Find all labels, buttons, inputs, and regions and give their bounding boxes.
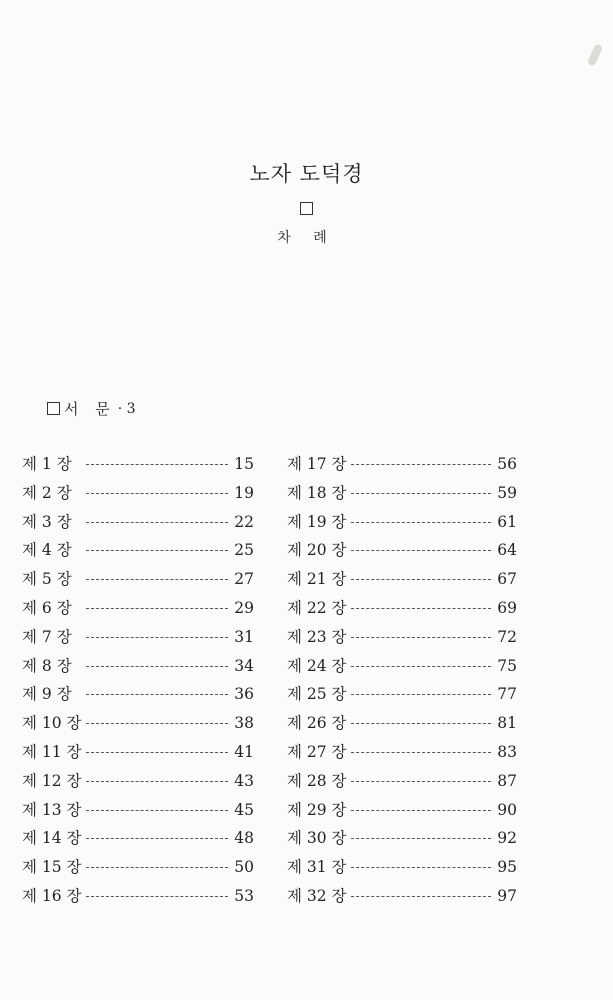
dot-leader bbox=[351, 550, 491, 551]
chapter-label: 제 4 장 bbox=[22, 541, 72, 560]
dot-leader bbox=[86, 810, 228, 811]
dot-leader bbox=[86, 637, 228, 638]
toc-entry bbox=[287, 682, 517, 711]
dot-leader bbox=[86, 867, 228, 868]
page-number: 27 bbox=[234, 570, 254, 589]
preface-label: 서 문 bbox=[64, 400, 116, 418]
toc-entry bbox=[287, 510, 517, 539]
dot-leader bbox=[351, 493, 491, 494]
chapter-label: 제 14 장 bbox=[22, 829, 82, 848]
dot-leader bbox=[86, 493, 228, 494]
chapter-label: 제 21 장 bbox=[287, 570, 347, 589]
chapter-label: 제 7 장 bbox=[22, 627, 72, 646]
page-number: 64 bbox=[497, 541, 517, 560]
toc-entry bbox=[22, 538, 254, 567]
chapter-label: 제 1 장 bbox=[22, 455, 72, 473]
chapter-label: 제 10 장 bbox=[22, 714, 82, 733]
dot-leader bbox=[86, 694, 228, 695]
toc-entry bbox=[287, 596, 517, 625]
page-number: 48 bbox=[234, 829, 254, 848]
page-number: 92 bbox=[497, 829, 517, 848]
page-number: 90 bbox=[497, 800, 517, 819]
chapter-label: 제 20 장 bbox=[287, 541, 347, 560]
toc-entry bbox=[22, 452, 254, 481]
chapter-label: 제 25 장 bbox=[287, 685, 347, 704]
page-number: 75 bbox=[497, 656, 517, 675]
page-number: 67 bbox=[497, 570, 517, 589]
page-number: 69 bbox=[497, 598, 517, 617]
chapter-label: 제 17 장 bbox=[287, 455, 347, 473]
page-number: 22 bbox=[234, 512, 254, 531]
dot-leader bbox=[351, 637, 491, 638]
toc-entry bbox=[287, 711, 517, 740]
chapter-label: 제 11 장 bbox=[22, 742, 82, 761]
page-smudge bbox=[587, 43, 604, 66]
dot-leader bbox=[86, 723, 228, 724]
page-number: 83 bbox=[497, 742, 517, 761]
toc-entry bbox=[22, 711, 254, 740]
dot-leader bbox=[351, 752, 491, 753]
toc-heading: 차 례 bbox=[277, 230, 336, 246]
dot-leader bbox=[351, 522, 491, 523]
chapter-label: 제 30 장 bbox=[287, 829, 347, 848]
chapter-label: 제 2 장 bbox=[22, 483, 72, 502]
chapter-label: 제 12 장 bbox=[22, 771, 82, 790]
page-number: 29 bbox=[234, 598, 254, 617]
page-number: 56 bbox=[497, 455, 517, 473]
page-number: 41 bbox=[234, 742, 254, 761]
dot-leader bbox=[351, 723, 491, 724]
chapter-label: 제 31 장 bbox=[287, 858, 347, 877]
dot-leader bbox=[351, 666, 491, 667]
page-number: 87 bbox=[497, 771, 517, 790]
toc-entry bbox=[287, 826, 517, 855]
toc-entry bbox=[287, 567, 517, 596]
toc-column-right bbox=[287, 452, 517, 913]
chapter-label: 제 22 장 bbox=[287, 598, 347, 617]
page-number: 36 bbox=[234, 685, 254, 704]
dot-leader bbox=[86, 579, 228, 580]
page-number: 53 bbox=[234, 886, 254, 905]
chapter-label: 제 8 장 bbox=[22, 656, 72, 675]
chapter-label: 제 28 장 bbox=[287, 771, 347, 790]
page-number: 15 bbox=[234, 455, 254, 473]
toc-entry bbox=[287, 625, 517, 654]
page-number: 43 bbox=[234, 771, 254, 790]
page-number: 95 bbox=[497, 858, 517, 877]
chapter-label: 제 32 장 bbox=[287, 886, 347, 905]
toc-entry bbox=[22, 510, 254, 539]
chapter-label: 제 16 장 bbox=[22, 886, 82, 905]
page-number: 31 bbox=[234, 627, 254, 646]
chapter-label: 제 27 장 bbox=[287, 742, 347, 761]
chapter-label: 제 19 장 bbox=[287, 512, 347, 531]
chapter-label: 제 3 장 bbox=[22, 512, 72, 531]
toc-entry bbox=[287, 884, 517, 913]
page-number: 72 bbox=[497, 627, 517, 646]
chapter-label: 제 5 장 bbox=[22, 570, 72, 589]
toc-entry bbox=[22, 481, 254, 510]
chapter-label: 제 24 장 bbox=[287, 656, 347, 675]
dot-leader bbox=[86, 550, 228, 551]
dot-leader bbox=[86, 666, 228, 667]
toc-entry bbox=[22, 884, 254, 913]
page-number: 19 bbox=[234, 483, 254, 502]
page-number: 50 bbox=[234, 858, 254, 877]
toc-entry bbox=[22, 855, 254, 884]
dot-leader bbox=[351, 781, 491, 782]
page-number: 77 bbox=[497, 685, 517, 704]
chapter-label: 제 6 장 bbox=[22, 598, 72, 617]
toc-entry bbox=[287, 481, 517, 510]
dot-leader bbox=[351, 810, 491, 811]
page-number: 38 bbox=[234, 714, 254, 733]
page-number: 97 bbox=[497, 886, 517, 905]
chapter-label: 제 26 장 bbox=[287, 714, 347, 733]
chapter-label: 제 23 장 bbox=[287, 627, 347, 646]
preface-page: · 3 bbox=[117, 400, 136, 417]
dot-leader bbox=[351, 464, 491, 465]
chapter-label: 제 13 장 bbox=[22, 800, 82, 819]
book-title: 노자 도덕경 bbox=[249, 162, 364, 186]
page-number: 81 bbox=[497, 714, 517, 733]
toc-entry bbox=[22, 740, 254, 769]
toc-entry bbox=[22, 625, 254, 654]
toc-entry bbox=[287, 654, 517, 683]
dot-leader bbox=[351, 896, 491, 897]
toc-entry bbox=[287, 798, 517, 827]
chapter-label: 제 9 장 bbox=[22, 685, 72, 704]
toc-entry bbox=[22, 596, 254, 625]
page-number: 34 bbox=[234, 656, 254, 675]
page-number: 59 bbox=[497, 483, 517, 502]
toc-entry bbox=[287, 855, 517, 884]
chapter-label: 제 29 장 bbox=[287, 800, 347, 819]
dot-leader bbox=[351, 867, 491, 868]
title-box-glyph bbox=[0, 200, 613, 216]
dot-leader bbox=[86, 838, 228, 839]
toc-entry bbox=[22, 654, 254, 683]
toc-entry bbox=[22, 682, 254, 711]
page-number: 45 bbox=[234, 800, 254, 819]
toc-column-left bbox=[22, 452, 254, 913]
page-number: 61 bbox=[497, 512, 517, 531]
dot-leader bbox=[351, 579, 491, 580]
toc-entry bbox=[287, 538, 517, 567]
chapter-label: 제 18 장 bbox=[287, 483, 347, 502]
toc-entry bbox=[287, 452, 517, 481]
dot-leader bbox=[351, 694, 491, 695]
preface-entry bbox=[47, 398, 136, 419]
dot-leader bbox=[86, 896, 228, 897]
toc-entry bbox=[287, 740, 517, 769]
dot-leader bbox=[351, 608, 491, 609]
dot-leader bbox=[86, 522, 228, 523]
toc-entry bbox=[22, 567, 254, 596]
toc-entry bbox=[22, 798, 254, 827]
dot-leader bbox=[351, 838, 491, 839]
dot-leader bbox=[86, 752, 228, 753]
dot-leader bbox=[86, 781, 228, 782]
toc-entry bbox=[22, 826, 254, 855]
dot-leader bbox=[86, 608, 228, 609]
toc-entry bbox=[22, 769, 254, 798]
dot-leader bbox=[86, 464, 228, 465]
square-icon bbox=[300, 202, 313, 215]
page-number: 25 bbox=[234, 541, 254, 560]
square-icon bbox=[47, 402, 60, 415]
chapter-label: 제 15 장 bbox=[22, 858, 82, 877]
toc-entry bbox=[287, 769, 517, 798]
